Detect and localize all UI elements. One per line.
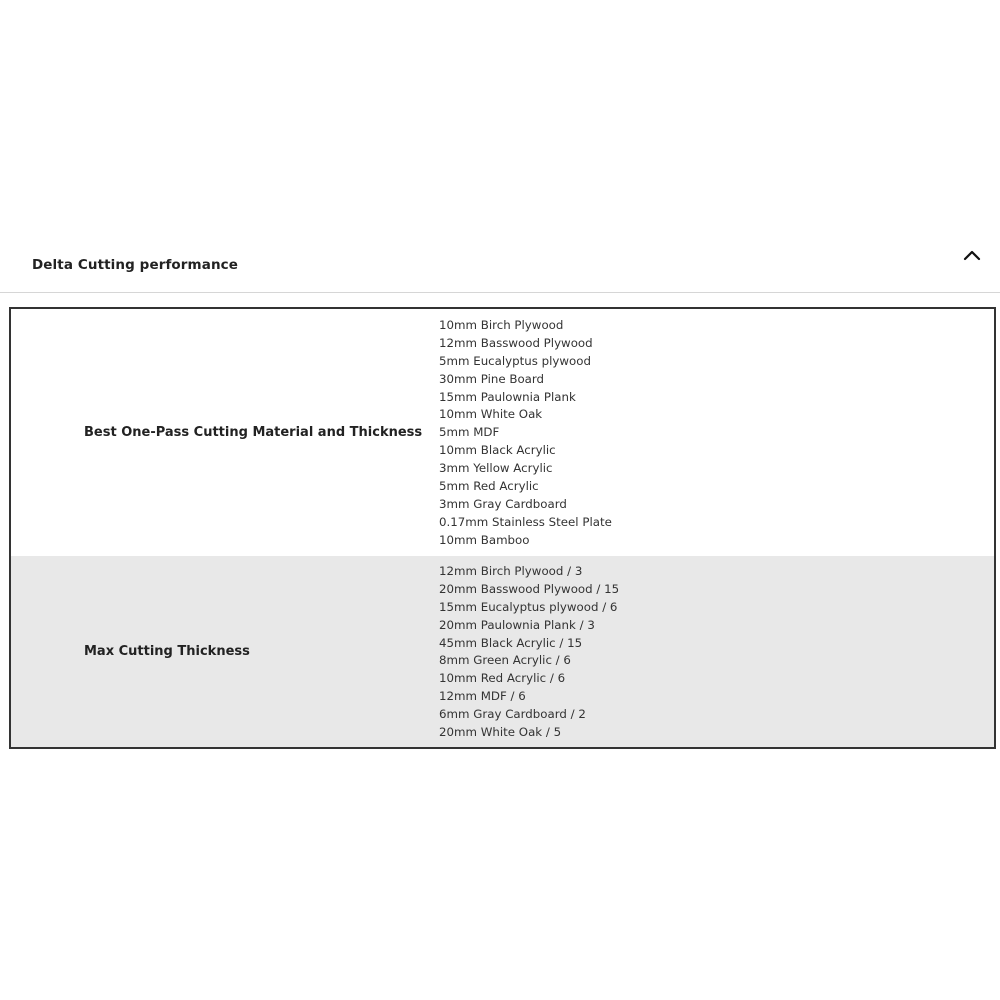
table-row-max-cutting-thickness	[11, 556, 994, 747]
spec-table	[9, 307, 996, 749]
list-item: 15mm Eucalyptus plywood / 6	[439, 599, 618, 614]
table-row-best-one-pass	[11, 309, 994, 556]
list-item: 10mm Bamboo	[439, 532, 530, 547]
list-item: 10mm White Oak	[439, 407, 543, 422]
list-item: 45mm Black Acrylic / 15	[439, 635, 583, 650]
list-item: 6mm Gray Cardboard / 2	[439, 707, 586, 722]
list-item: 20mm Paulownia Plank / 3	[439, 617, 595, 632]
list-item: 10mm Birch Plywood	[439, 318, 564, 332]
list-item: 30mm Pine Board	[439, 371, 545, 386]
list-item: 10mm Black Acrylic	[439, 443, 556, 458]
list-item: 0.17mm Stainless Steel Plate	[439, 514, 612, 529]
list-item: 12mm Basswood Plywood	[439, 335, 593, 350]
list-item: 3mm Yellow Acrylic	[439, 461, 553, 476]
row-label: Max Cutting Thickness	[84, 644, 250, 659]
list-item: 10mm Red Acrylic / 6	[439, 671, 566, 686]
list-item: 20mm White Oak / 5	[439, 725, 562, 740]
list-item: 5mm Eucalyptus plywood	[439, 353, 591, 368]
list-item: 12mm Birch Plywood / 3	[439, 564, 583, 578]
list-item: 20mm Basswood Plywood / 15	[439, 581, 620, 596]
value-list	[439, 563, 619, 742]
list-item: 15mm Paulownia Plank	[439, 389, 576, 404]
accordion-header-cutting-performance[interactable]	[0, 238, 1000, 293]
section-title: Delta Cutting performance	[32, 257, 239, 273]
chevron-up-icon[interactable]	[962, 248, 982, 262]
list-item: 5mm Red Acrylic	[439, 479, 539, 494]
list-item: 12mm MDF / 6	[439, 689, 526, 704]
list-item: 8mm Green Acrylic / 6	[439, 653, 571, 668]
value-list	[439, 317, 612, 550]
list-item: 3mm Gray Cardboard	[439, 496, 567, 511]
list-item: 5mm MDF	[439, 425, 500, 440]
row-label: Best One-Pass Cutting Material and Thickness	[84, 425, 423, 440]
